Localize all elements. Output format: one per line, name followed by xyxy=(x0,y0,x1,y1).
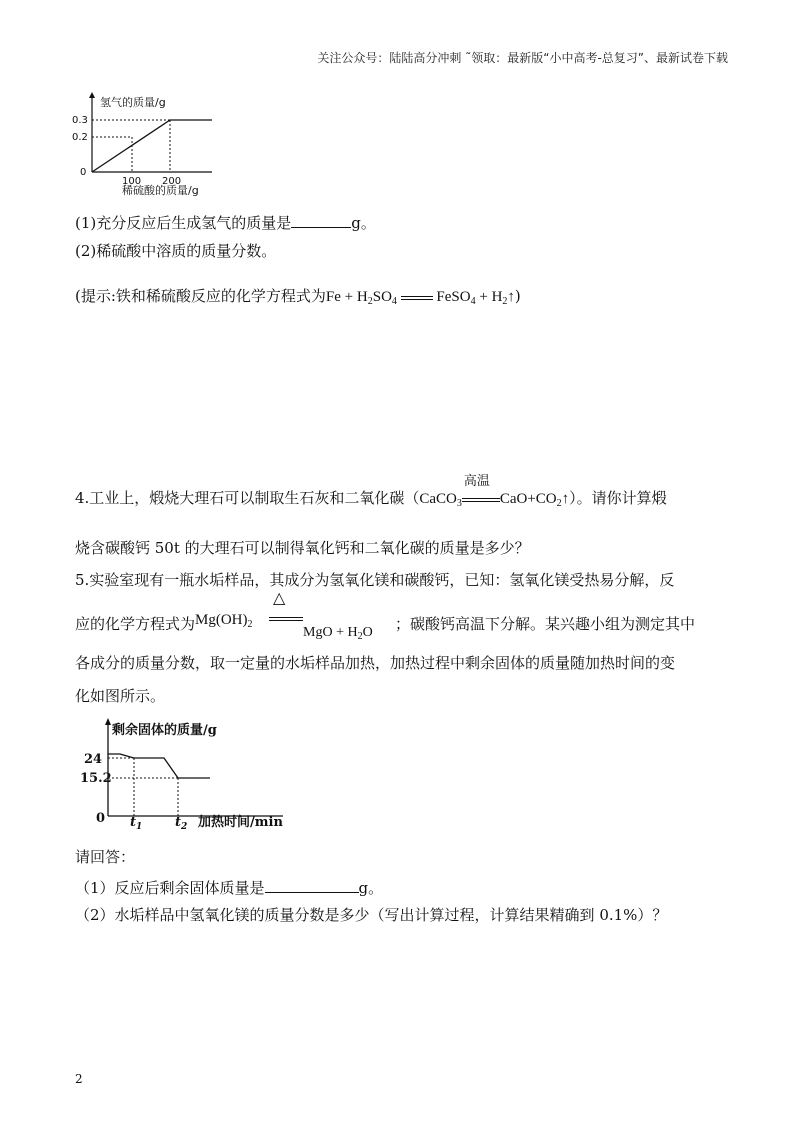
chart2-origin: 0 xyxy=(96,811,106,826)
q5-ask: 请回答： xyxy=(75,848,136,866)
remaining-solid-chart xyxy=(78,716,300,832)
q5-answer1-blank[interactable] xyxy=(265,877,359,893)
chart2-xlabel: 加热时间/min xyxy=(198,815,283,830)
chart1-ytick-0.3: 0.3 xyxy=(72,115,88,126)
q5-answer1 xyxy=(75,877,383,897)
chart1-origin: 0 xyxy=(80,167,87,178)
q3-hint xyxy=(75,287,521,308)
q5-answer2: （2）水垢样品中氢氧化镁的质量分数是多少（写出计算过程，计算结果精确到 0.1%）？ xyxy=(75,906,668,924)
chart1-ytick-0.2: 0.2 xyxy=(72,132,88,143)
chart2-tick-t1: $t_1$ xyxy=(130,815,143,832)
q5-text-b: ；碳酸钙高温下分解。某兴趣小组为测定其中 xyxy=(395,615,696,633)
q5-line4: 化如图所示。 xyxy=(75,687,166,705)
chart1-xtick-100: 100 xyxy=(122,176,142,187)
chart2-tick-t2: $t_2$ xyxy=(175,815,188,832)
q4-text-b: ）。请你计算煅 xyxy=(569,489,667,507)
q5-answer1-text: （1）反应后剩余固体质量是 xyxy=(75,879,265,897)
chart2-ytick-15.2: 15.2 xyxy=(80,771,112,786)
high-temp-condition: 高温 xyxy=(463,473,490,489)
q4-line2: 烧含碳酸钙 50t 的大理石可以制得氧化钙和二氧化碳的质量是多少？ xyxy=(75,539,530,557)
chart1-ylabel: 氢气的质量/g xyxy=(100,96,166,109)
q3-part1-unit: g。 xyxy=(351,214,376,232)
chart2-series-line xyxy=(108,754,210,778)
chart2-ytick-24: 24 xyxy=(84,752,103,767)
q5-line3: 各成分的质量分数，取一定量的水垢样品加热，加热过程中剩余固体的质量随加热时间的变 xyxy=(75,654,676,672)
heat-symbol: △ xyxy=(273,590,286,607)
iron-sulfuric-equation: $Fe + H_2SO_4$ FeSO$_4$ + $H_2↑$ xyxy=(325,289,515,307)
chart1-xlabel: 稀硫酸的质量/g xyxy=(122,184,199,197)
chart2-ylabel: 剩余固体的质量/g xyxy=(112,723,217,738)
chart1-xtick-200: 200 xyxy=(162,176,182,187)
q5-line1: 5.实验室现有一瓶水垢样品，其成分为氢氧化镁和碳酸钙，已知：氢氧化镁受热易分解，反 xyxy=(75,571,675,589)
magnesium-hydroxide-equation: $Mg(OH)_2$ △ MgO + $H_2O$ xyxy=(195,590,373,642)
q4-text-a: 4.工业上，煅烧大理石可以制取生石灰和二氧化碳（ xyxy=(75,489,420,507)
q3-part1-text: (1)充分反应后生成氢气的质量是 xyxy=(75,214,292,232)
q3-hint-close: ) xyxy=(514,287,521,305)
q5-line2 xyxy=(75,590,696,642)
chart1-series-line xyxy=(92,120,212,172)
q3-hint-text: (提示:铁和稀硫酸反应的化学方程式为 xyxy=(75,287,326,305)
q5-text-a: 应的化学方程式为 xyxy=(75,615,196,633)
hydrogen-mass-chart xyxy=(72,88,222,200)
q3-part1 xyxy=(75,212,376,232)
q5-answer1-unit: g。 xyxy=(358,879,384,897)
q3-part1-blank[interactable] xyxy=(291,212,351,228)
q3-part2: (2)稀硫酸中溶质的质量分数。 xyxy=(75,242,277,260)
calcination-equation: CaCO$_3$ 高温 $CaO+CO_2↑$ xyxy=(419,473,570,509)
page-number: 2 xyxy=(75,1072,83,1086)
page-header: 关注公众号：陆陆高分冲刺 ˜领取：最新版“小中高考-总复习”、最新试卷下载 xyxy=(317,51,728,65)
q4-line1 xyxy=(75,473,667,510)
